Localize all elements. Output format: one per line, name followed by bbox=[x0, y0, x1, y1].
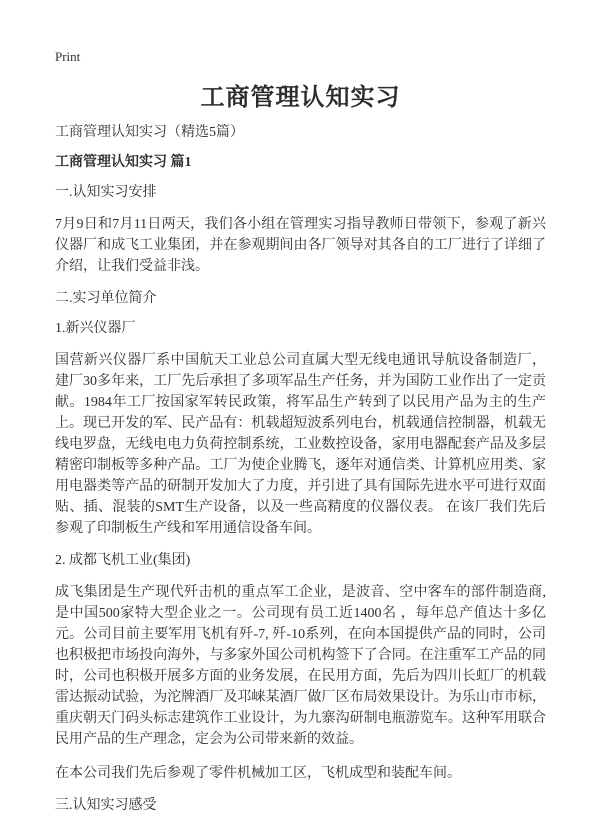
paragraph-unit1: 国营新兴仪器厂系中国航天工业总公司直属大型无线电通讯导航设备制造厂， 建厂30多年来，工厂先后承担了多项军品生产任务，并为国防工业作出了一定贡献。1984年工厂按国家军转民政策，将军品生产转到了以民用产品为主的生产上。现已开发的军、民产品有：机载超短波系列电台，机载通信控制器，机载无线电罗盘，无线电电力负荷控制系统，工业数控设备，家用电器配套产品及多层精密印制板等多种产品。工厂为使企业腾飞，逐年对通信类、计算机应用类、家用电器类等产品的研制开发加大了力度，并引进了具有国际先进水平可进行双面贴、插、混装的SMT生产设备，以及一些高精度的仪器仪表。 在该厂我们先后参观了印制板生产线和军用通信设备车间。 bbox=[55, 353, 546, 536]
unit2-heading: 2. 成都飞机工业(集团) bbox=[55, 553, 191, 568]
section2-heading: 二.实习单位简介 bbox=[55, 291, 157, 306]
paragraph-arrangement: 7月9日和7月11日两天，我们各小组在管理实习指导教师日带领下，参观了新兴仪器厂和成飞工业集团，并在参观期间由各厂领导对其各自的工厂进行了详细了介绍，让我们受益非浅。 bbox=[55, 217, 546, 274]
section3-heading: 三.认知实习感受 bbox=[55, 798, 157, 813]
section1-heading: 一.认知实习安排 bbox=[55, 185, 157, 200]
subtitle: 工商管理认知实习（精选5篇） bbox=[55, 125, 244, 140]
part1-heading: 工商管理认知实习 篇1 bbox=[55, 155, 192, 170]
print-link[interactable]: Print bbox=[55, 49, 81, 64]
unit1-heading: 1.新兴仪器厂 bbox=[55, 321, 136, 336]
paragraph-unit2-visit: 在本公司我们先后参观了零件机械加工区，飞机成型和装配车间。 bbox=[55, 766, 461, 781]
paragraph-unit2: 成飞集团是生产现代歼击机的重点军工企业，是波音、空中客车的部件制造商,是中国500家特大型企业之一。公司现有员工近1400名 ，每年总产值达十多亿元。公司目前主要军用飞机有歼-7, 歼-10系列，在向本国提供产品的同时，公司也积极把市场投向海外，与多家外国公司机构签下了合同。在注重军工产品的同时，公司也积极开展多方面的业务发展，在民用方面，先后为四川长虹厂的机载雷达振动试验，为沱牌酒厂及邛崃某酒厂做厂区布局效果设计。为乐山市市标，重庆朝天门码头标志建筑作工业设计，为九寨沟研制电瓶游览车。这种军用联合民用产品的生产理念，定会为公司带来新的效益。 bbox=[55, 585, 546, 747]
page-title: 工商管理认知实习 bbox=[200, 85, 401, 111]
